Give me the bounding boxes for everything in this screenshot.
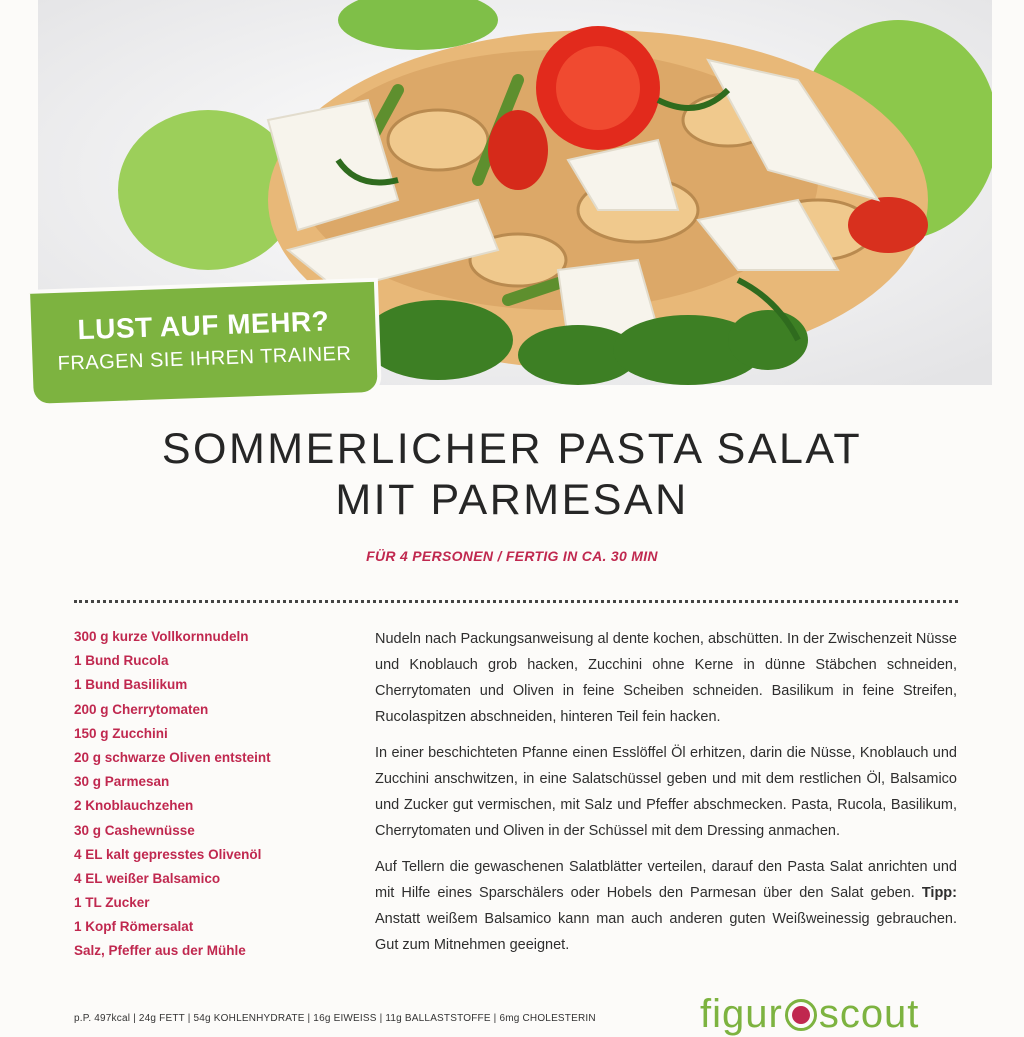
ingredient-item: 200 g Cherrytomaten xyxy=(74,701,209,717)
trainer-badge xyxy=(26,278,382,408)
ingredient-item: 30 g Parmesan xyxy=(74,774,170,790)
method-paragraph-3 xyxy=(375,854,957,958)
ingredient-item: 4 EL kalt gepresstes Olivenöl xyxy=(74,846,262,862)
ingredient-item: 30 g Cashewnüsse xyxy=(74,822,195,838)
recipe-subtitle: FÜR 4 PERSONEN / FERTIG IN CA. 30 MIN xyxy=(366,548,658,564)
logo-text-left: figur xyxy=(700,992,783,1036)
badge-subline: FRAGEN SIE IHREN TRAINER xyxy=(57,342,352,375)
method-paragraph-3-text: Auf Tellern die gewaschenen Salatblätter verteilen, darauf den Pasta Salat anrichten und mit Hilfe eines Sparschälers oder Hobels den Parmesan über den Salat geben. xyxy=(375,859,957,901)
ingredient-item: 20 g schwarze Oliven entsteint xyxy=(74,749,271,765)
ingredient-item: 2 Knoblauchzehen xyxy=(74,798,194,814)
method-text xyxy=(375,626,957,968)
ingredient-list xyxy=(74,628,364,967)
ingredient-item: Salz, Pfeffer aus der Mühle xyxy=(74,943,246,959)
ingredient-item: 150 g Zucchini xyxy=(74,725,168,741)
dotted-divider xyxy=(74,600,958,603)
ingredient-item: 1 Kopf Römersalat xyxy=(74,919,194,935)
recipe-title-line1: SOMMERLICHER PASTA SALAT xyxy=(161,425,863,473)
method-paragraph-2: In einer beschichteten Pfanne einen Esslöffel Öl erhitzen, darin die Nüsse, Knoblauch und Zucchini anschwitzen, in eine Salatschüssel geben und mit dem restlichen Öl, Balsamico und Zucker gut vermischen, mit Salz und Pfeffer abschmecken. Pasta, Rucola, Basilikum, Cherrytomaten und Oliven in der Schüssel mit dem Dressing anmachen. xyxy=(375,745,957,839)
ingredient-item: 300 g kurze Vollkornnudeln xyxy=(74,629,249,644)
tipp-label: Tipp: xyxy=(921,885,957,901)
ingredient-item: 1 Bund Rucola xyxy=(74,653,169,669)
recipe-title-line2: MIT PARMESAN xyxy=(335,476,689,524)
logo-text-right: scout xyxy=(818,992,920,1036)
ingredient-item: 1 Bund Basilikum xyxy=(74,677,188,693)
ingredient-item: 1 TL Zucker xyxy=(74,895,150,911)
badge-headline: LUST AUF MEHR? xyxy=(77,305,330,346)
logo-mark-icon xyxy=(785,999,817,1031)
method-paragraph-1: Nudeln nach Packungsanweisung al dente kochen, abschütten. In der Zwischenzeit Nüsse und Knoblauch grob hacken, Zucchini ohne Kerne in dünne Stäbchen schneiden, Cherrytomaten und Oliven in feine Scheiben schneiden. Basilikum in feine Streifen, Rucolaspitzen abschneiden, hinteren Teil fein hacken. xyxy=(375,631,957,725)
nutrition-info: p.P. 497kcal | 24g FETT | 54g KOHLENHYDRATE | 16g EIWEISS | 11g BALLASTSTOFFE | 6mg CHOLESTERIN xyxy=(74,1013,596,1024)
ingredient-item: 4 EL weißer Balsamico xyxy=(74,870,221,886)
tipp-text: Anstatt weißem Balsamico kann man auch anderen guten Weißweinessig gebrauchen. Gut zum Mitnehmen geeignet. xyxy=(375,911,957,953)
figurscout-logo xyxy=(700,992,919,1037)
